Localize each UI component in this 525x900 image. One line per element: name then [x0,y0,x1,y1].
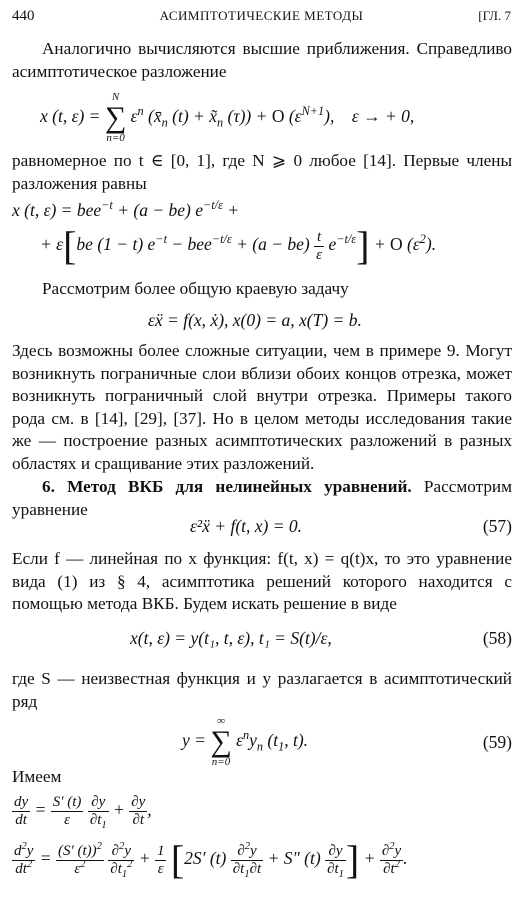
section-paragraph [12,476,512,521]
paragraph-uniform: равномерное по t ∈ [0, 1], где N ⩾ 0 любое [14]. Первые члены разложения равны [12,151,512,193]
page: 440 АСИМПТОТИЧЕСКИЕ МЕТОДЫ [ГЛ. 7 Аналогично вычисляются высшие приближения. Справедливо асимптотическое разложение x (t, ε) = N ∑ n=0 $\varepsilon^n$ ($x̄_n$ $(t) + x̃_n$ (τ)) + O $(\varepsilon^{N+1})$, ε → + 0, равномерное по t ∈ [0, 1], где N ⩾ 0 любое [14]. Первые члены разложения равны x (t, ε) = bee$^{-t}$ + (a − be) $e^{-t/\varepsilon}$ + + ε[be (1 − t) $e^{-t} - bee^{-t/\varepsilon} + (a - be)$ $\frac{t}{\varepsilon}$ $e^{-t/\varepsilon}] + O$ $(\varepsilon^2)$. Рассмотрим более общую краевую задачу εẍ = f(x, ẋ), x(0) = a, x(T) = b. Здесь возможны более сложные ситуации, чем в примере 9. Могут возникнуть пограничные слои вблизи обоих концов отрезка, может возникнуть пограничный слой внутри отрезка. Примеры такого рода см. в [14], [29], [37]. Но в целом методы исследования такие же — построение разных асимптотических разложений в разных областях и сращивание этих разложений. 6. Метод ВКБ для нелинейных уравнений. Рассмотрим уравнение ε²ẍ + f(t, x) = 0. (57) Если f — линейная по x функция: f(t, x) = q(t)x, то это уравнение вида (1) из § 4, асимптотика решений которого находится с помощью метода ВКБ. Будем искать решение в виде x(t, ε) = y(t₁, t, ε), t₁ = S(t)/ε, (58) где S — неизвестная функция и y разлагается в асимптотический ряд y = ∞ ∑ n=0 $\varepsilon^ny_n$ ($t_1$, t). (59) Имеем $\frac{dy}{dt}$ = $\frac{S' (t)}{\varepsilon}$ $\frac{\partial y}{\partial t_1}$ + $\frac{\partial y}{\partial t}$ , $\frac{d^2y}{dt^2}$ = $\frac{(S' (t))^2}{\varepsilon^2}$ $\frac{\partial^2y}{\partial t_1^2}$ + $\frac{1}{\varepsilon}$ [2S′ (t) $\frac{\partial^2y}{\partial t_1\partial t}$ + S″ (t) $\frac{\partial y}{\partial t_1}$ ] + $\frac{\partial^2y}{\partial t^2}$ . [0,0,525,900]
paragraph-asymptotic-series: где S — неизвестная функция и y разлагается в асимптотический ряд [12,669,512,711]
equation-number-57: (57) [482,516,512,536]
paragraph-wkb-linear: Если f — линейная по x функция: f(t, x) = q(t)x, то это уравнение вида (1) из § 4, асимптотика решений которого находится с помощью метода ВКБ. Будем искать решение в виде [12,549,512,613]
paragraph-higher-approximations: Аналогично вычисляются высшие приближения. Справедливо асимптотическое разложение [12,39,512,81]
equation-number-58: (58) [482,628,512,648]
section-text: Рассмотрим уравнение [12,477,512,519]
page-number: 440 [12,8,35,24]
equation-number-59: (59) [482,732,512,752]
equation-second-derivative: $\frac{d^2y}{dt^2}$ = $\frac{(S' (t))^2}{\varepsilon^2}$ $\frac{\partial^2y}{\partial t_1^2}$ + $\frac{1}{\varepsilon}$ [2S′ (t) $\frac{\partial^2y}{\partial t_1\partial t}$ + S″ (t) $\frac{\partial y}{\partial t_1}$ ] + $\frac{\partial^2y}{\partial t^2}$ . [14,837,408,882]
chapter-label: [ГЛ. 7 [478,8,511,23]
equation-bvp: εẍ = f(x, ẋ), x(0) = a, x(T) = b. [148,310,362,330]
equation-57-body: ε²ẍ + f(t, x) = 0. [190,516,303,536]
equation-asymptotic-expansion: x (t, ε) = N ∑ n=0 $\varepsilon^n$ ($x̄_n$ $(t) + x̃_n$ (τ)) + O $(\varepsilon^{N+1})$, ε → + 0, [40,91,415,144]
equation-first-terms-line1: x (t, ε) = bee$^{-t}$ + (a − be) $e^{-t/\varepsilon}$ + [12,198,240,220]
section-title: 6. Метод ВКБ для нелинейных уравнений. [42,477,412,496]
running-title: АСИМПТОТИЧЕСКИЕ МЕТОДЫ [159,8,364,23]
paragraph-we-have: Имеем [12,767,62,786]
equation-first-terms-line2: + ε[be (1 − t) $e^{-t} - bee^{-t/\varepsilon} + (a - be)$ $\frac{t}{\varepsilon}$ $e^{-t/\varepsilon}] + O$ $(\varepsilon^2)$. [40,223,437,268]
paragraph-general-bvp: Рассмотрим более общую краевую задачу [42,279,349,298]
running-header [12,8,511,28]
equation-first-derivative: $\frac{dy}{dt}$ = $\frac{S' (t)}{\varepsilon}$ $\frac{\partial y}{\partial t_1}$ + $\frac{\partial y}{\partial t}$ , [14,794,152,831]
paragraph-complex-situations: Здесь возможны более сложные ситуации, чем в примере 9. Могут возникнуть пограничные слои вблизи обоих концов отрезка, может возникнуть пограничный слой внутри отрезка. Примеры такого рода см. в [14], [29], [37]. Но в целом методы исследования такие же — построение разных асимптотических разложений в разных областях и сращивание этих разложений. [12,341,512,473]
equation-58-body: x(t, ε) = y(t₁, t, ε), t₁ = S(t)/ε, [130,628,332,648]
